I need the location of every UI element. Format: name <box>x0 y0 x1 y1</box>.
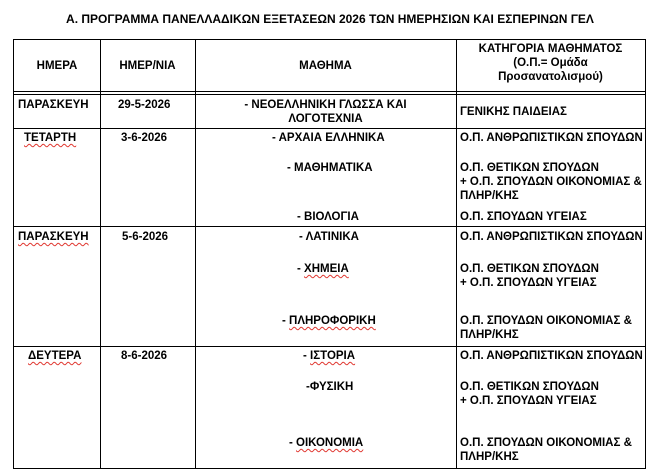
row-date: 8-6-2026 <box>121 350 168 362</box>
row-divider <box>14 91 646 92</box>
column-divider <box>100 40 101 469</box>
row-day: ΠΑΡΑΣΚΕΥΗ <box>18 231 89 243</box>
subject-cell: -ΦΥΣΙΚΗ <box>306 381 354 393</box>
subject-cell: - ΑΡΧΑΙΑ ΕΛΛΗΝΙΚΑ <box>272 132 385 144</box>
row-day: ΠΑΡΑΣΚΕΥΗ <box>18 99 89 111</box>
row-date: 3-6-2026 <box>121 132 168 144</box>
subject-cell: - ΙΣΤΟΡΙΑ <box>303 350 356 362</box>
row-divider <box>14 226 646 227</box>
subject-cell: - ΠΛΗΡΟΦΟΡΙΚΗ <box>282 315 376 327</box>
table-border-right <box>645 40 646 469</box>
category-cell: Ο.Π. ΑΝΘΡΩΠΙΣΤΙΚΩΝ ΣΠΟΥΔΩΝ <box>460 231 643 243</box>
row-date: 5-6-2026 <box>122 231 169 243</box>
row-divider <box>14 128 646 129</box>
category-cell: Ο.Π. ΣΠΟΥΔΩΝ ΥΓΕΙΑΣ <box>460 211 587 223</box>
category-cell: Ο.Π. ΑΝΘΡΩΠΙΣΤΙΚΩΝ ΣΠΟΥΔΩΝ <box>460 350 643 362</box>
subject-cell: - ΒΙΟΛΟΓΙΑ <box>297 211 359 223</box>
document-title: Α. ΠΡΟΓΡΑΜΜΑ ΠΑΝΕΛΛΑΔΙΚΩΝ ΕΞΕΤΑΣΕΩΝ 2026 ΤΩΝ ΗΜΕΡΗΣΙΩΝ ΚΑΙ ΕΣΠΕΡΙΝΩΝ ΓΕΛ <box>66 12 594 26</box>
subject-cell: - ΧΗΜΕΙΑ <box>297 263 349 275</box>
row-day: ΤΕΤΑΡΤΗ <box>24 132 77 144</box>
table-border-bottom <box>14 468 646 469</box>
row-divider-double <box>14 94 646 95</box>
category-cell: Ο.Π. ΑΝΘΡΩΠΙΣΤΙΚΩΝ ΣΠΟΥΔΩΝ <box>460 132 643 144</box>
header-category: ΚΑΤΗΓΟΡΙΑ ΜΑΘΗΜΑΤΟΣ (Ο.Π.= Ομάδα Προσανατολισμού) <box>478 43 623 83</box>
row-day: ΔΕΥΤΕΡΑ <box>28 350 82 362</box>
category-cell: Ο.Π. ΣΠΟΥΔΩΝ ΟΙΚΟΝΟΜΙΑΣ & ΠΛΗΡ/ΚΗΣ <box>460 315 632 341</box>
subject-cell: - ΟΙΚΟΝΟΜΙΑ <box>289 437 364 449</box>
category-cell: Ο.Π. ΘΕΤΙΚΩΝ ΣΠΟΥΔΩΝ + Ο.Π. ΣΠΟΥΔΩΝ ΟΙΚΟΝΟΜΙΑΣ & ΠΛΗΡ/ΚΗΣ <box>460 162 642 202</box>
header-subject: ΜΑΘΗΜΑ <box>299 60 352 72</box>
exam-schedule-table <box>13 39 646 469</box>
row-date: 29-5-2026 <box>118 99 171 111</box>
column-divider <box>456 40 457 469</box>
subject-cell: - ΜΑΘΗΜΑΤΙΚΑ <box>287 162 373 174</box>
category-cell: ΓΕΝΙΚΗΣ ΠΑΙΔΕΙΑΣ <box>460 106 567 118</box>
category-cell: Ο.Π. ΣΠΟΥΔΩΝ ΟΙΚΟΝΟΜΙΑΣ & ΠΛΗΡ/ΚΗΣ <box>460 437 632 463</box>
subject-cell: - ΛΑΤΙΝΙΚΑ <box>299 231 359 243</box>
header-date: ΗΜΕΡ/ΝΙΑ <box>119 60 176 72</box>
category-cell: Ο.Π. ΘΕΤΙΚΩΝ ΣΠΟΥΔΩΝ + Ο.Π. ΣΠΟΥΔΩΝ ΥΓΕΙΑΣ <box>460 263 599 289</box>
header-day: ΗΜΕΡΑ <box>36 60 78 72</box>
subject-cell: - ΝΕΟΕΛΛΗΝΙΚΗ ΓΛΩΣΣΑ ΚΑΙ ΛΟΓΟΤΕΧΝΙΑ <box>244 99 407 125</box>
category-cell: Ο.Π. ΘΕΤΙΚΩΝ ΣΠΟΥΔΩΝ + Ο.Π. ΣΠΟΥΔΩΝ ΥΓΕΙΑΣ <box>460 381 599 407</box>
row-divider <box>14 346 646 347</box>
